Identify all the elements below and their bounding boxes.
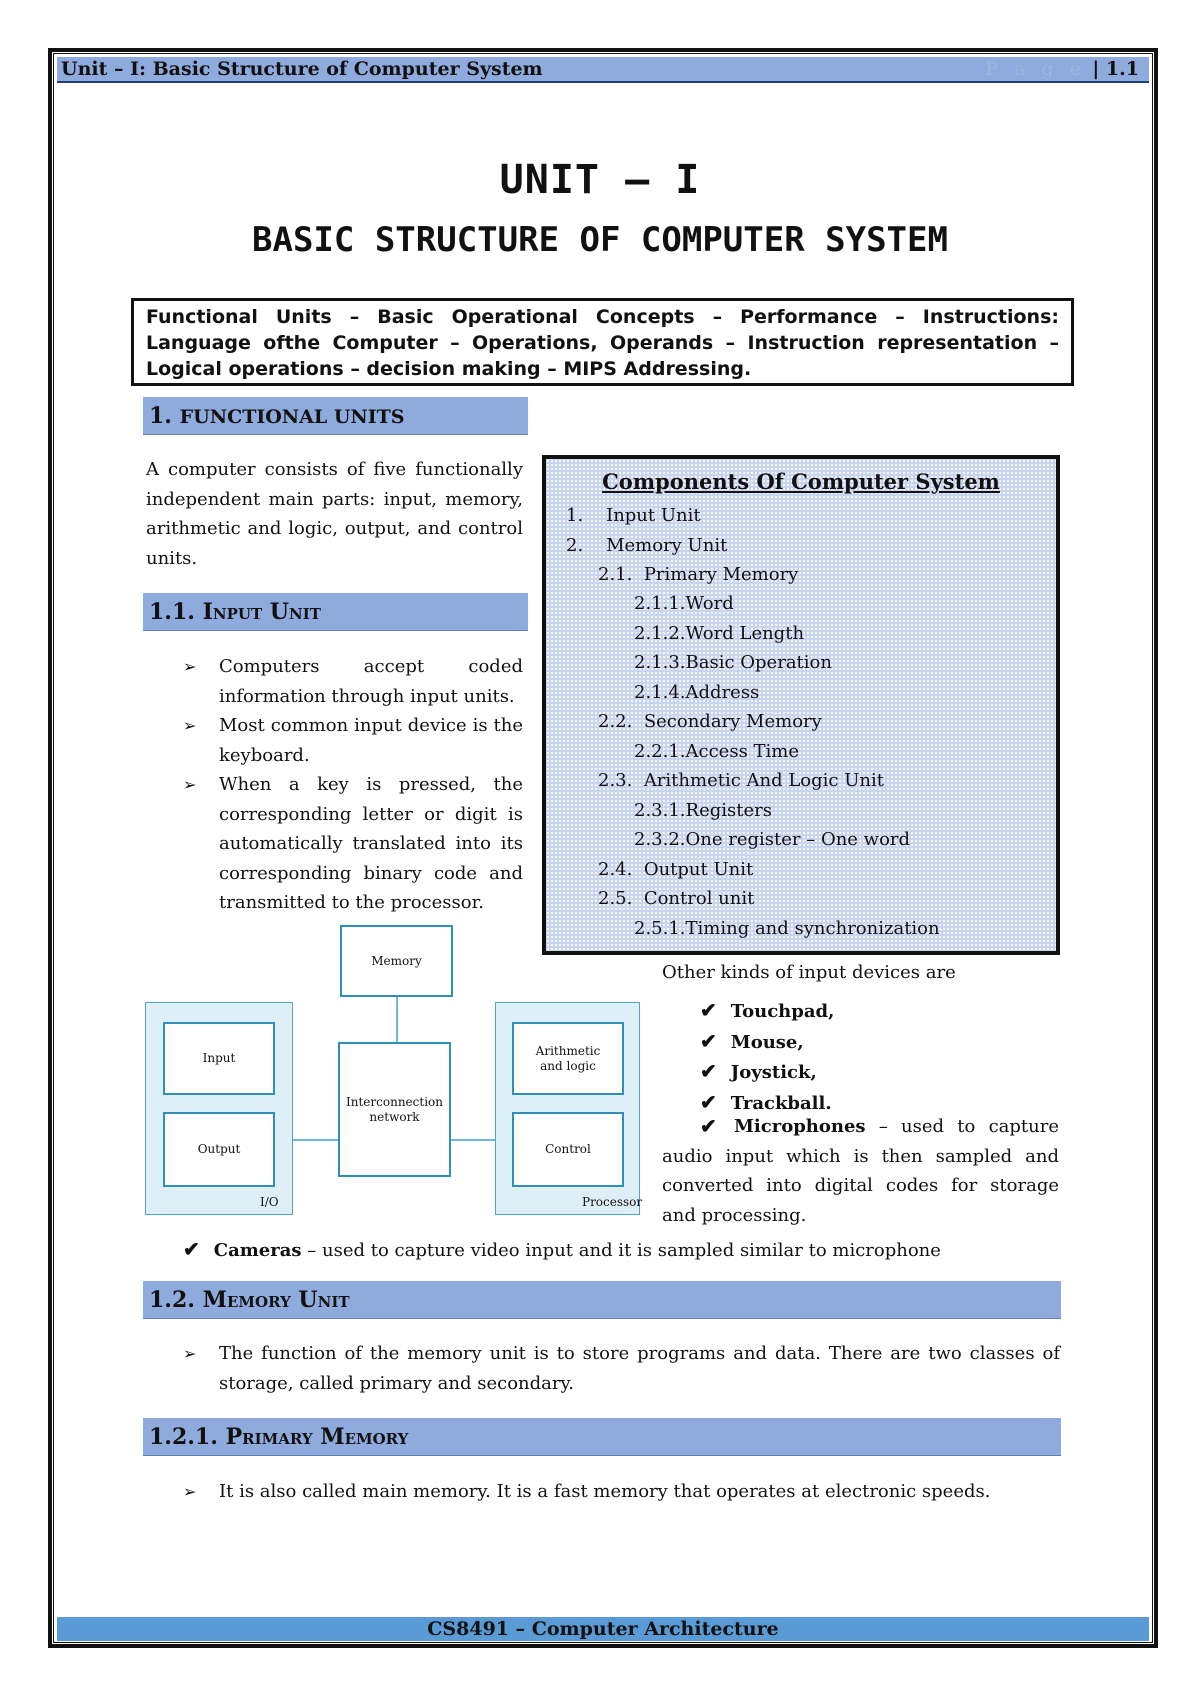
checkmark-icon: ✔	[700, 1114, 717, 1138]
other-devices-list	[700, 996, 1060, 1118]
list-item: ✔ Touchpad,	[700, 998, 835, 1022]
components-item: 2. Memory Unit	[566, 535, 728, 556]
functional-units-diagram	[145, 925, 643, 1215]
list-item: ➢ Most common input device is the keyboard.	[183, 711, 523, 770]
section-heading-functional-units: 1. FUNCTIONAL UNITS	[143, 397, 528, 435]
components-item: 2.2.1.Access Time	[634, 741, 800, 762]
components-item: 2.1.4.Address	[634, 682, 760, 703]
alu-box: Arithmetic and logic	[512, 1022, 624, 1095]
list-item: ✔ Joystick,	[700, 1059, 817, 1083]
io-label: I/O	[260, 1195, 279, 1209]
output-box: Output	[163, 1112, 275, 1187]
list-item: ➢ Computers accept coded information through input units.	[183, 652, 523, 711]
components-item: 2.1.2.Word Length	[634, 623, 805, 644]
interconnection-network-box: Interconnection network	[338, 1042, 451, 1177]
cameras-item: ✔ Cameras – used to capture video input and it is sampled similar to microphone	[183, 1237, 941, 1261]
components-item: 2.4. Output Unit	[598, 859, 754, 880]
arrow-bullet-icon: ➢	[183, 1344, 197, 1363]
header-title: Unit – I: Basic Structure of Computer System	[61, 58, 543, 80]
components-item: 2.1.3.Basic Operation	[634, 652, 832, 673]
components-item: 2.5. Control unit	[598, 888, 755, 909]
unit-title: UNIT – I	[499, 157, 701, 203]
memory-box: Memory	[340, 925, 453, 997]
arrow-bullet-icon: ➢	[183, 716, 197, 735]
list-item: ➢ The function of the memory unit is to store programs and data. There are two classes of storage, called primary and secondary.	[183, 1339, 1060, 1398]
checkmark-icon: ✔	[183, 1237, 200, 1261]
syllabus-box: Functional Units – Basic Operational Concepts – Performance – Instructions: Language ofthe Computer – Operations, Operands – Instruction representation – Logical operations – decision making – MIPS Addressing.	[131, 298, 1074, 386]
control-box: Control	[512, 1112, 624, 1187]
components-item: 2.1.1.Word	[634, 593, 734, 614]
functional-intro: A computer consists of five functionally independent main parts: input, memory, arithmetic and logic, output, and control units.	[146, 459, 523, 569]
components-box	[542, 455, 1060, 955]
components-item: 2.1. Primary Memory	[598, 564, 799, 585]
input-box: Input	[163, 1022, 275, 1095]
list-item: ➢ When a key is pressed, the corresponding letter or digit is automatically translated into its corresponding binary code and transmitted to the processor.	[183, 770, 523, 918]
arrow-bullet-icon: ➢	[183, 657, 197, 676]
processor-label: Processor	[582, 1195, 643, 1209]
page-footer: CS8491 – Computer Architecture	[57, 1617, 1149, 1641]
page-header	[57, 57, 1149, 83]
components-item: 1. Input Unit	[566, 505, 701, 526]
list-item: ✔ Mouse,	[700, 1028, 804, 1053]
section-heading-memory-unit: 1.2. Memory Unit	[143, 1281, 1061, 1319]
microphones-item: ✔ Microphones – used to capture audio input which is then sampled and converted into digital codes for storage and processing.	[662, 1114, 1059, 1226]
other-devices-intro: Other kinds of input devices are	[662, 962, 956, 983]
list-item: ✔ Trackball.	[700, 1089, 832, 1114]
checkmark-icon: ✔	[700, 1028, 717, 1053]
components-item: 2.3.2.One register – One word	[634, 829, 911, 850]
checkmark-icon: ✔	[700, 1089, 717, 1114]
components-title: Components Of Computer System	[602, 469, 1000, 494]
section-heading-primary-memory: 1.2.1. Primary Memory	[143, 1418, 1061, 1456]
components-item: 2.5.1.Timing and synchronization	[634, 918, 940, 939]
section-heading-input-unit: 1.1. Input Unit	[143, 593, 528, 631]
arrow-bullet-icon: ➢	[183, 775, 197, 794]
arrow-bullet-icon: ➢	[183, 1482, 197, 1501]
connector-line	[396, 997, 398, 1042]
components-item: 2.2. Secondary Memory	[598, 711, 822, 732]
unit-subtitle: BASIC STRUCTURE OF COMPUTER SYSTEM	[252, 220, 948, 260]
checkmark-icon: ✔	[700, 998, 717, 1022]
components-item: 2.3. Arithmetic And Logic Unit	[598, 770, 884, 791]
list-item: ➢ It is also called main memory. It is a fast memory that operates at electronic speeds.	[183, 1477, 1060, 1507]
checkmark-icon: ✔	[700, 1059, 717, 1083]
components-item: 2.3.1.Registers	[634, 800, 772, 821]
header-page-number: P a g e | 1.1	[985, 58, 1139, 80]
input-unit-bullets	[183, 652, 523, 918]
primary-memory-bullets	[183, 1477, 1060, 1507]
memory-unit-bullets	[183, 1339, 1060, 1398]
